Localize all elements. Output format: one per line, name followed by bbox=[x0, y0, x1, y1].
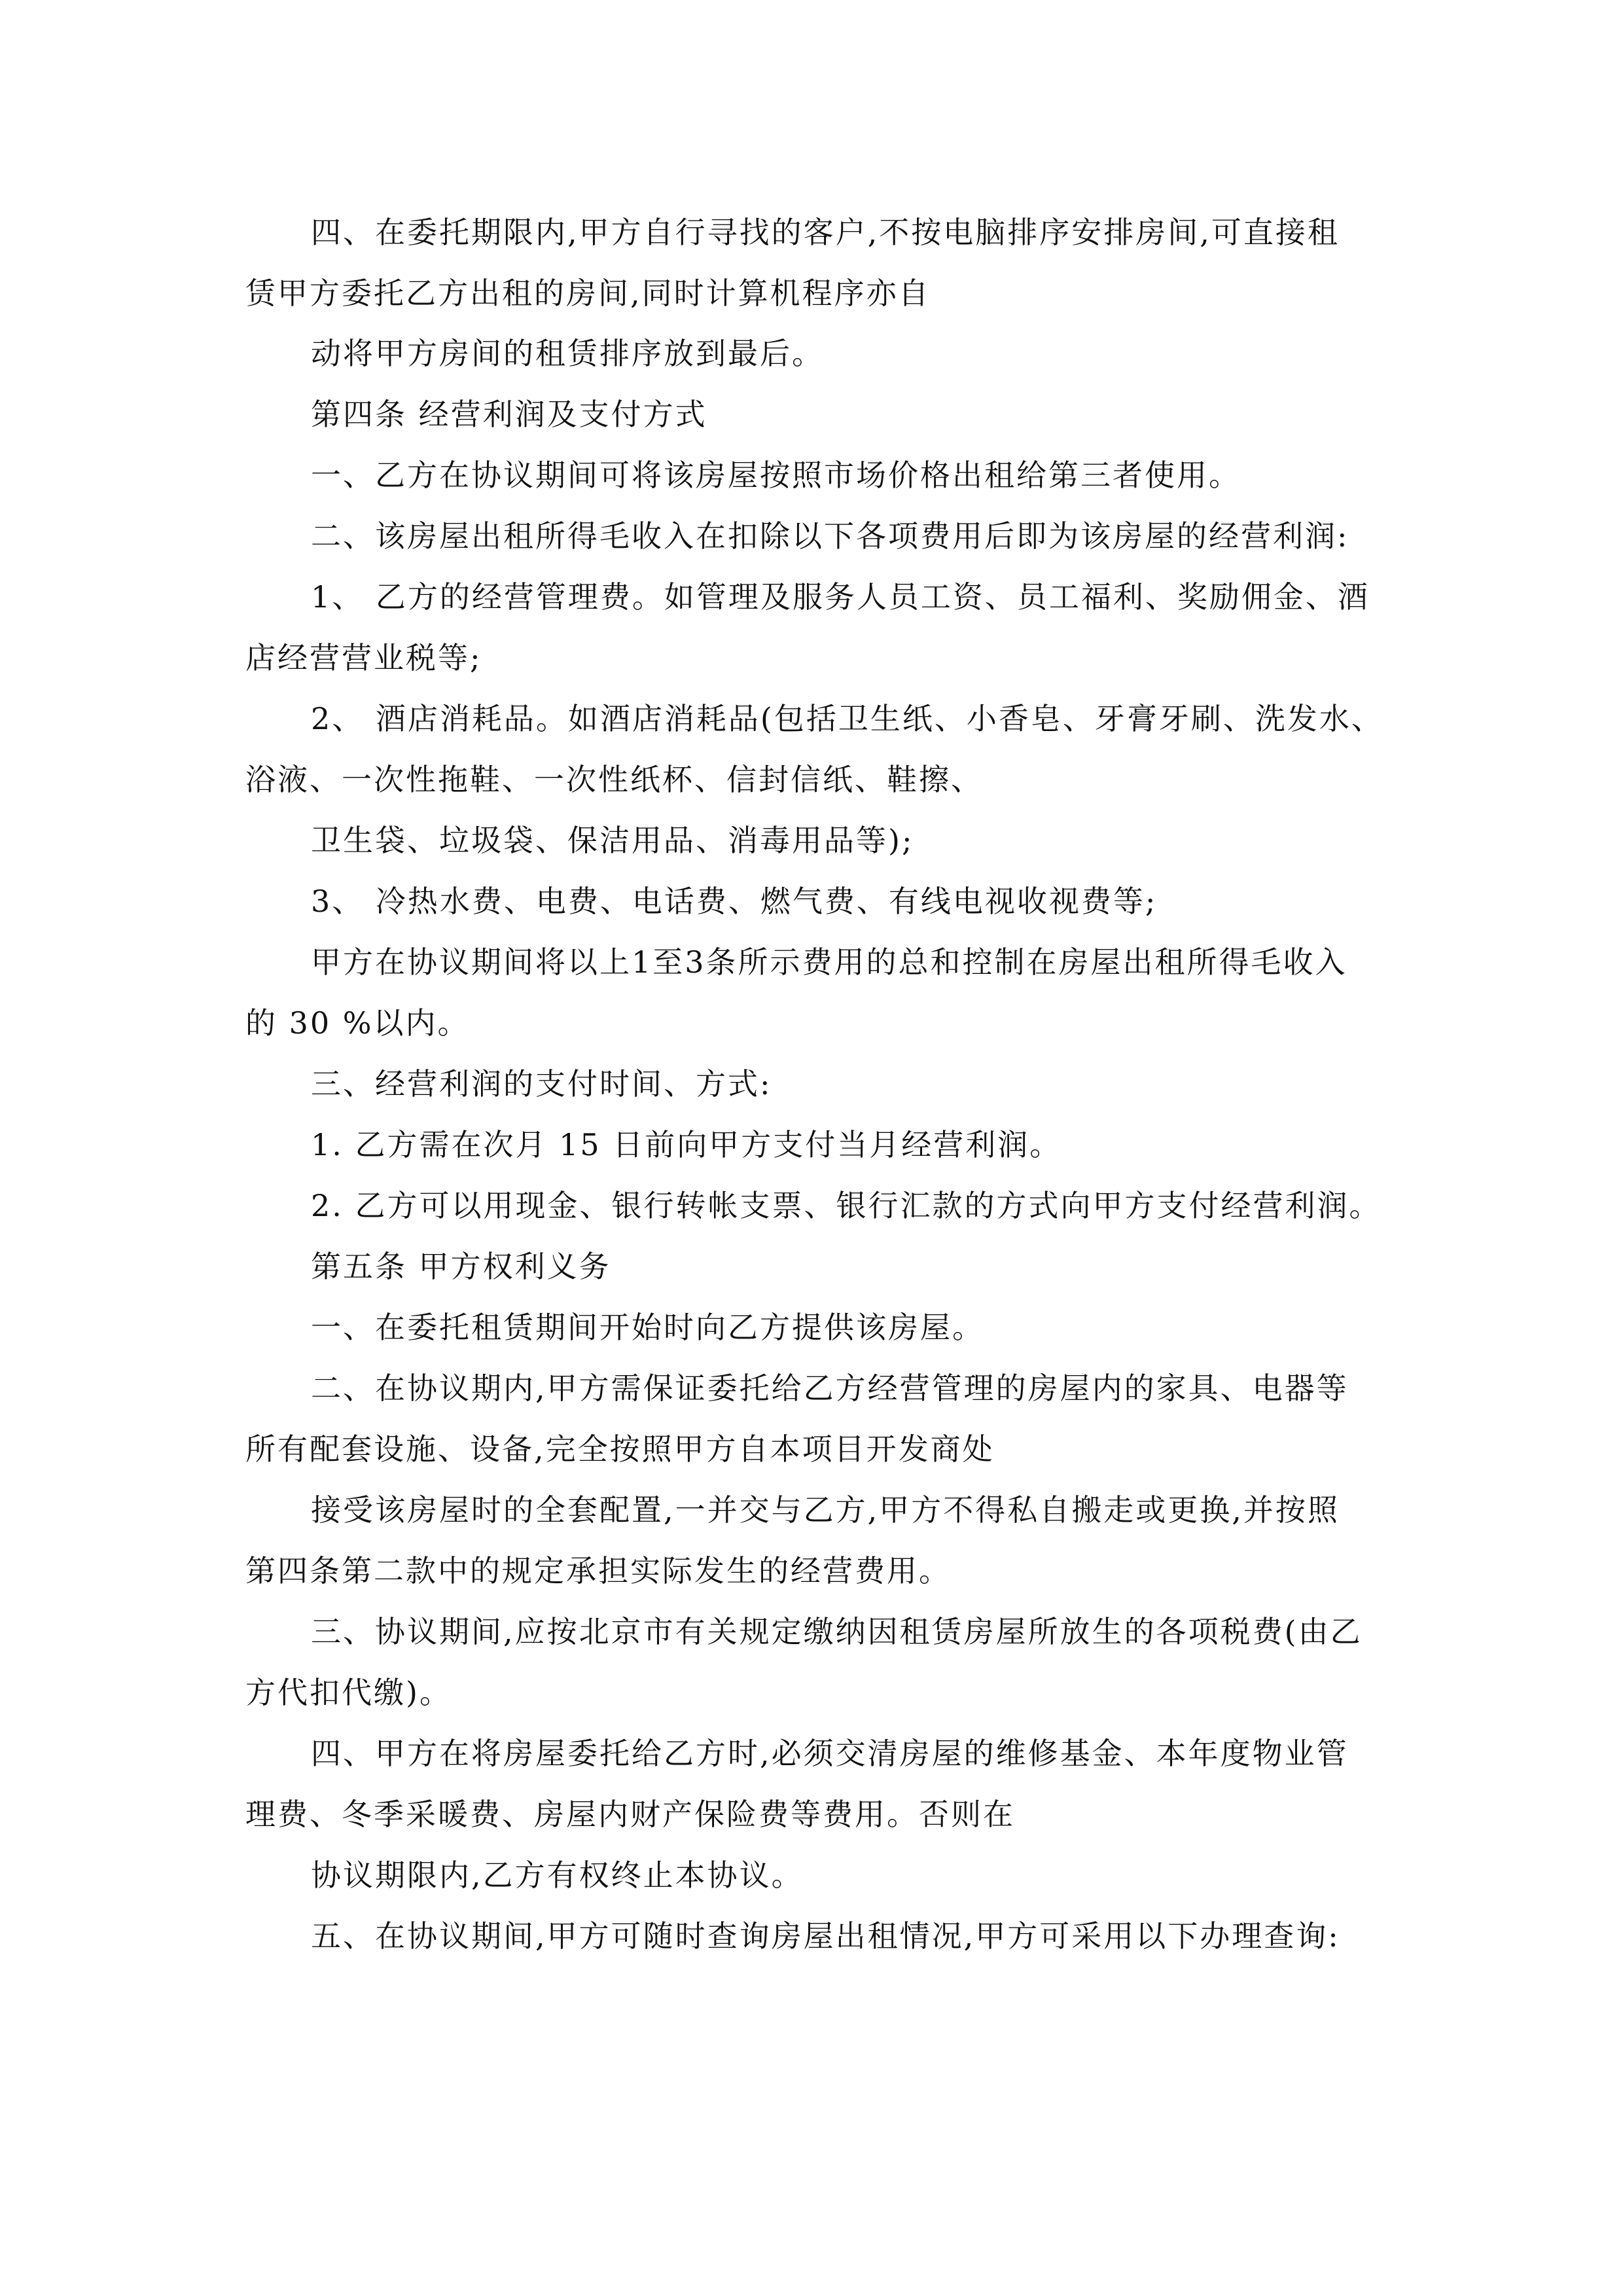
list-item: 1. 乙方需在次月 15 日前向甲方支付当月经营利润。 bbox=[311, 1127, 1062, 1162]
list-item: 2、 酒店消耗品。如酒店消耗品(包括卫生纸、小香皂、牙膏牙刷、洗发水、 bbox=[311, 701, 1383, 736]
section-heading: 第五条 甲方权利义务 bbox=[311, 1249, 611, 1284]
paragraph-line: 赁甲方委托乙方出租的房间,同时计算机程序亦自 bbox=[245, 276, 931, 311]
paragraph-line: 一、在委托租赁期间开始时向乙方提供该房屋。 bbox=[311, 1310, 984, 1345]
paragraph-line: 店经营营业税等; bbox=[245, 640, 482, 675]
section-heading: 第四条 经营利润及支付方式 bbox=[311, 397, 707, 432]
list-item: 2. 乙方可以用现金、银行转帐支票、银行汇款的方式向甲方支付经营利润。 bbox=[311, 1188, 1382, 1223]
paragraph-line: 二、在协议期内,甲方需保证委托给乙方经营管理的房屋内的家具、电器等 bbox=[311, 1371, 1349, 1406]
paragraph-line: 所有配套设施、设备,完全按照甲方自本项目开发商处 bbox=[245, 1431, 995, 1467]
paragraph-line: 的 30 %以内。 bbox=[245, 1005, 470, 1041]
paragraph-line: 一、乙方在协议期间可将该房屋按照市场价格出租给第三者使用。 bbox=[311, 457, 1241, 493]
paragraph-line: 四、甲方在将房屋委托给乙方时,必须交清房屋的维修基金、本年度物业管 bbox=[311, 1736, 1349, 1771]
paragraph-line: 第四条第二款中的规定承担实际发生的经营费用。 bbox=[245, 1553, 951, 1588]
paragraph-line: 协议期限内,乙方有权终止本协议。 bbox=[311, 1857, 804, 1893]
paragraph-line: 卫生袋、垃圾袋、保洁用品、消毒用品等); bbox=[311, 823, 914, 858]
paragraph-line: 理费、冬季采暖费、房屋内财产保险费等费用。否则在 bbox=[245, 1797, 1015, 1832]
paragraph-line: 接受该房屋时的全套配置,一并交与乙方,甲方不得私自搬走或更换,并按照 bbox=[311, 1492, 1340, 1528]
paragraph-line: 动将甲方房间的租赁排序放到最后。 bbox=[311, 336, 824, 371]
paragraph-line: 甲方在协议期间将以上1至3条所示费用的总和控制在房屋出租所得毛收入 bbox=[311, 944, 1347, 980]
paragraph-line: 三、经营利润的支付时间、方式: bbox=[311, 1066, 772, 1102]
paragraph-line: 五、在协议期间,甲方可随时查询房屋出租情况,甲方可采用以下办理查询: bbox=[311, 1918, 1340, 1954]
paragraph-line: 二、该房屋出租所得毛收入在扣除以下各项费用后即为该房屋的经营利润: bbox=[311, 518, 1349, 554]
paragraph-line: 浴液、一次性拖鞋、一次性纸杯、信封信纸、鞋擦、 bbox=[245, 762, 983, 797]
paragraph-line: 方代扣代缴)。 bbox=[245, 1675, 452, 1710]
paragraph-line: 四、在委托期限内,甲方自行寻找的客户,不按电脑排序安排房间,可直接租 bbox=[311, 215, 1340, 250]
paragraph-line: 三、协议期间,应按北京市有关规定缴纳因租赁房屋所放生的各项税费(由乙 bbox=[311, 1614, 1363, 1649]
list-item: 3、 冷热水费、电费、电话费、燃气费、有线电视收视费等; bbox=[311, 884, 1158, 919]
list-item: 1、 乙方的经营管理费。如管理及服务人员工资、员工福利、奖励佣金、酒 bbox=[311, 579, 1370, 615]
